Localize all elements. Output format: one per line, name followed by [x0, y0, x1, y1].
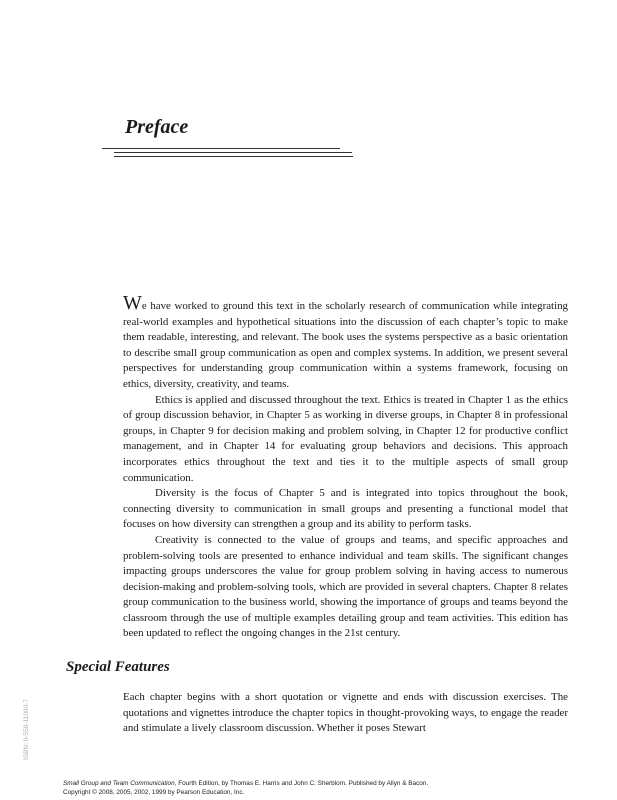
paragraph-creativity: Creativity is connected to the value of groups and teams, and specific approaches and problem-solving tools are presented to enhance individual and team skills. The significant changes impacting groups underscores the value for group problem solving in having access to numerous decision-making and problem-solving tools, which are provided in several chapters. Chapter 8 relates group communication to the business world, showing the importance of groups and teams beyond the classroom through the use of multiple examples detailing group and team activities. This edition has been updated to reflect the ongoing changes in the 21st century. — [123, 533, 568, 640]
isbn-watermark: ISBN: 0-558-11090-7 — [23, 699, 30, 760]
drop-cap: W — [123, 292, 142, 314]
page-footer — [63, 780, 593, 797]
page-title: Preface — [125, 116, 189, 138]
footer-book-title: Small Group and Team Communication, — [63, 780, 177, 787]
preface-body — [123, 292, 568, 642]
paragraph-ethics: Ethics is applied and discussed throughout the text. Ethics is treated in Chapter 1 as the ethics of group discussion behavior, in Chapter 5 as working in diverse groups, in Chapter 8 in professional groups, in Chapter 9 for decision making and problem solving, in Chapter 12 for productive conflict management, and in Chapter 14 for evaluating group behaviors and decisions. This approach incorporates ethics throughout the text and ties it to the multiple aspects of small group communication. — [123, 393, 568, 484]
paragraph-diversity: Diversity is the focus of Chapter 5 and is integrated into topics throughout the book, connecting diversity to communication in small groups and presenting a functional model that focuses on how diversity can strengthen a group and its ability to perform tasks. — [123, 487, 568, 531]
title-rule-middle — [114, 152, 352, 153]
footer-citation — [63, 780, 593, 789]
footer-copyright: Copyright © 2008, 2005, 2002, 1999 by Pearson Education, Inc. — [63, 788, 245, 796]
paragraph-intro-text: e have worked to ground this text in the scholarly research of communication while integrating real-world examples and hypothetical situations into the discussion of each chapter’s topic to make them readable, interesting, and relevant. The book uses the systems perspective as a basic orientation to describe small group communication as open and complex systems. In addition, we present several perspectives for understanding group communication within a systems framework, focusing on ethics, diversity, creativity, and teams. — [123, 300, 568, 390]
title-rule-bottom — [114, 156, 353, 157]
section-heading: Special Features — [66, 659, 170, 675]
footer-credit: Fourth Edition, by Thomas E. Harris and John C. Sherblom. Published by Allyn & Bacon. — [176, 780, 429, 787]
title-rule-top — [102, 148, 340, 149]
paragraph-intro — [123, 292, 568, 393]
section-paragraph: Each chapter begins with a short quotation or vignette and ends with discussion exercises. The quotations and vignettes introduce the chapter topics in thought-provoking ways, to engage the reader and stimulate a lively classroom discussion. Whether it poses Stewart — [123, 691, 568, 735]
